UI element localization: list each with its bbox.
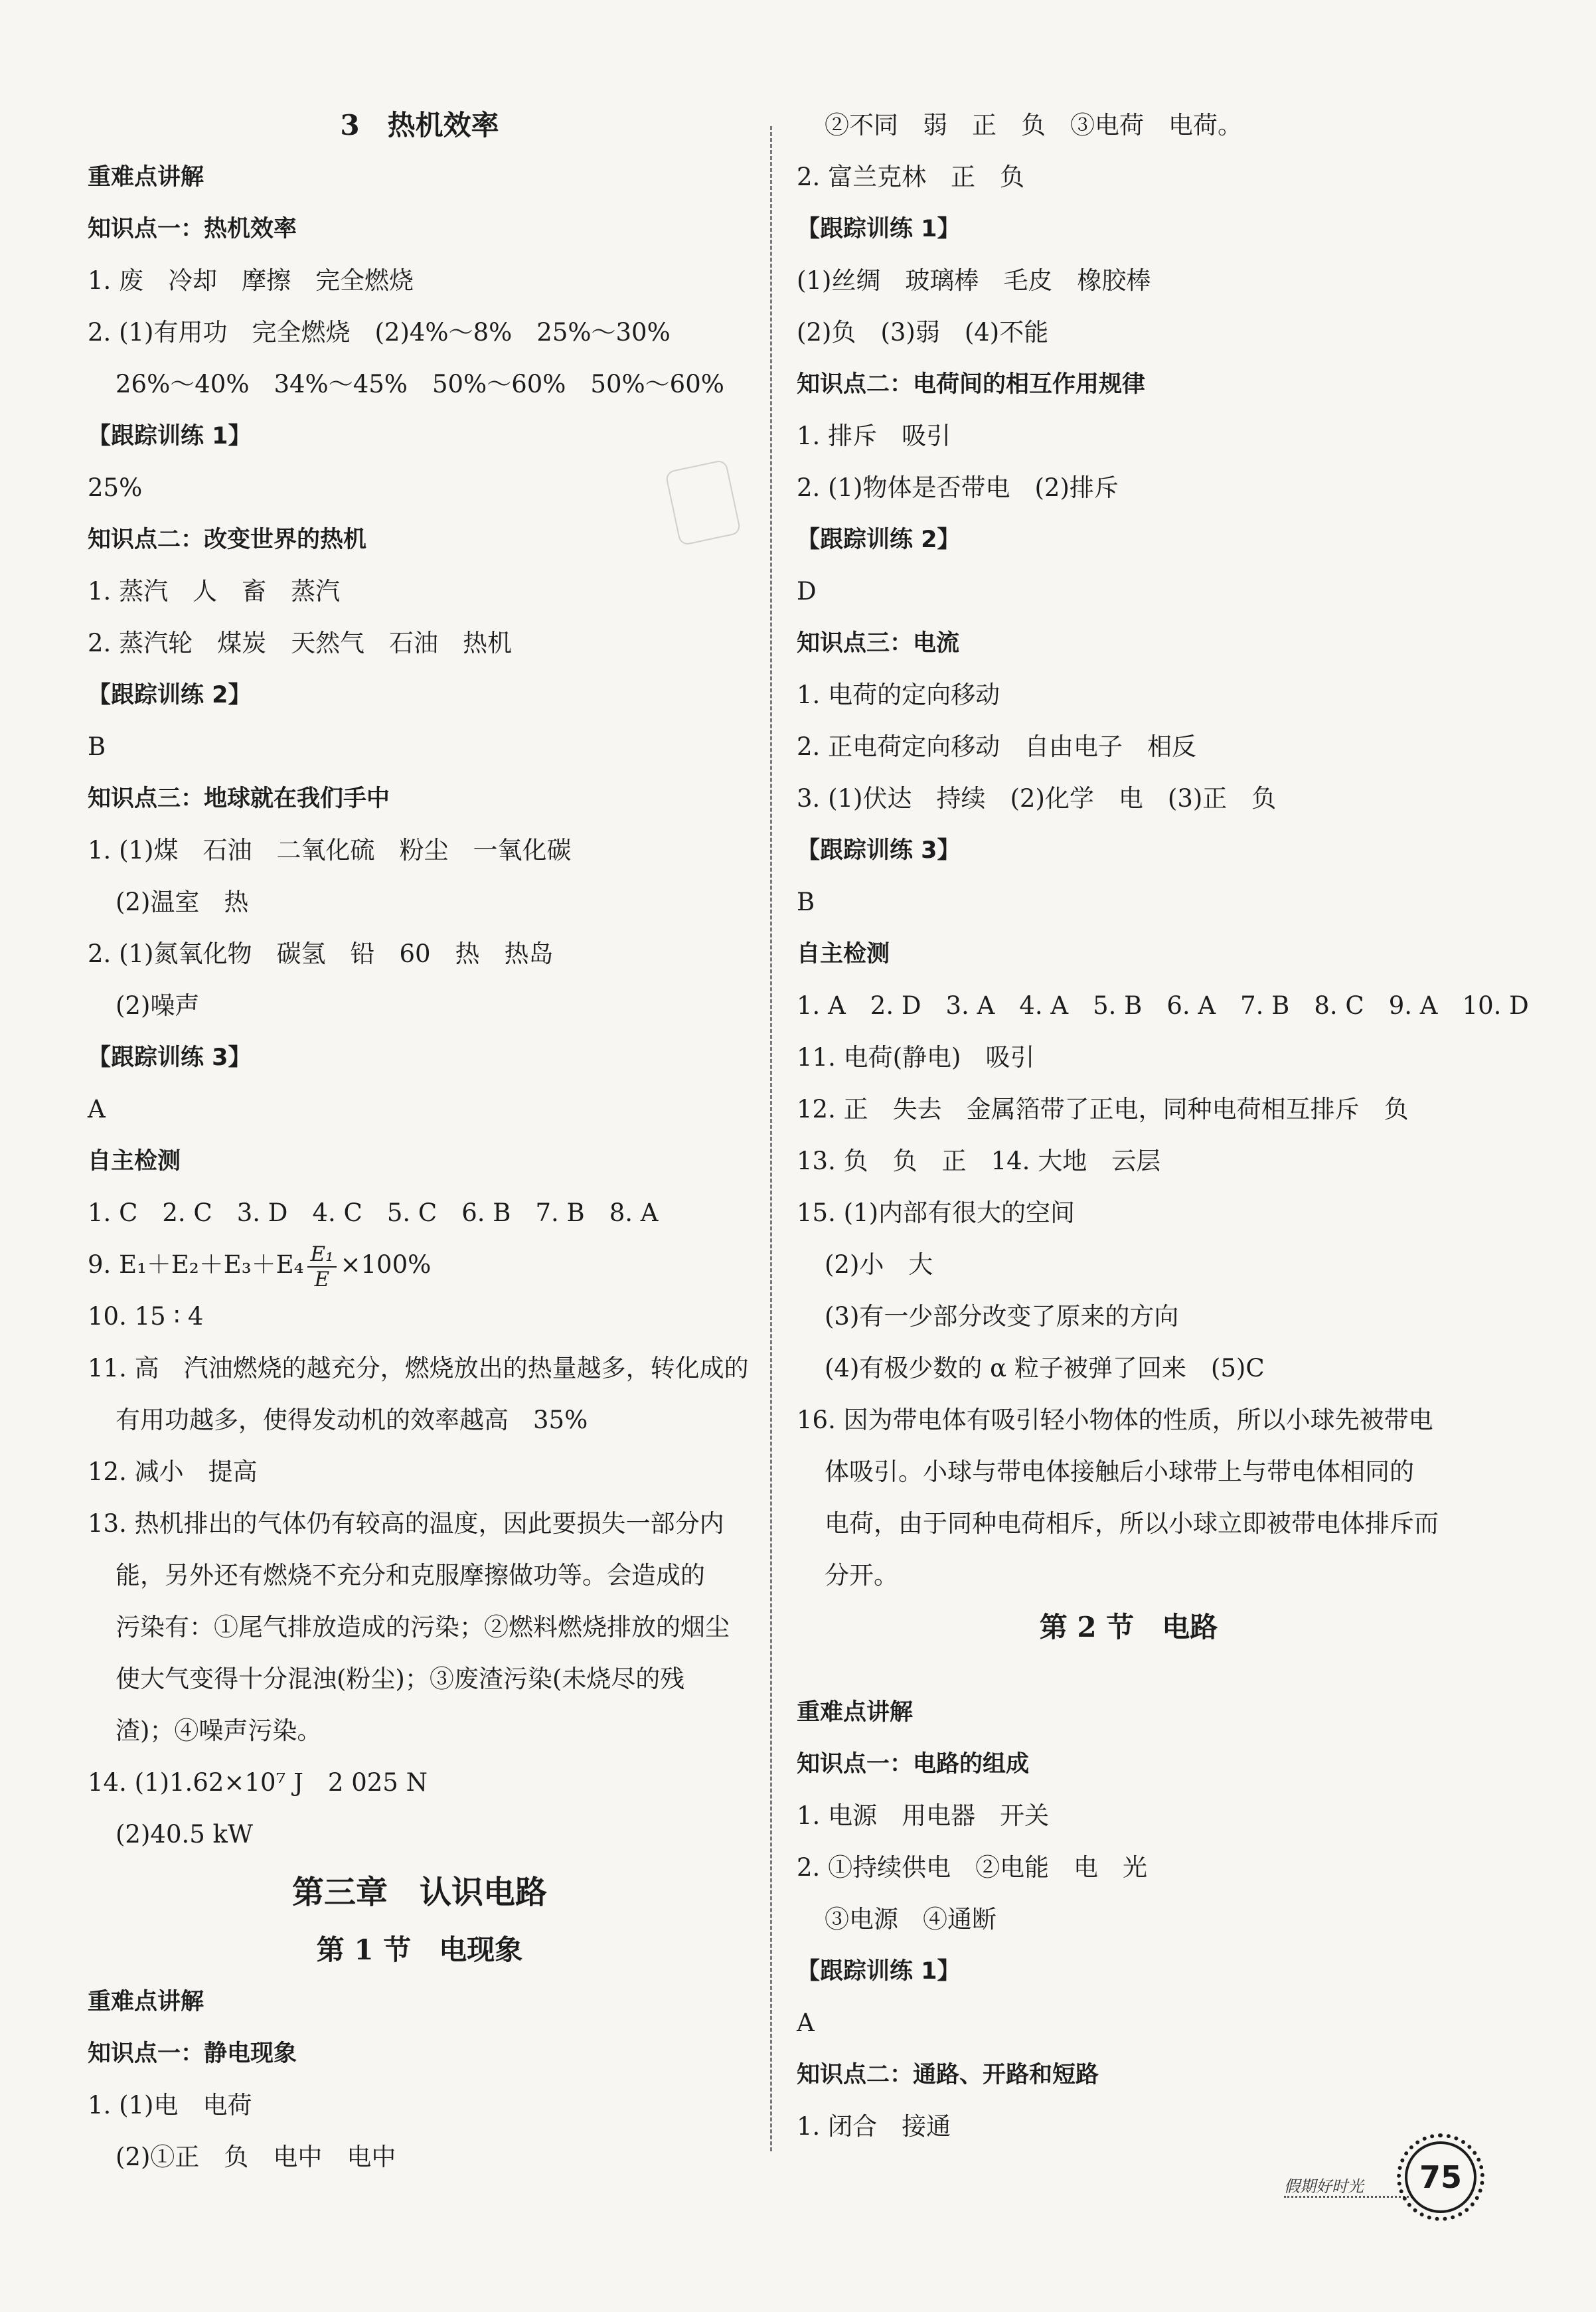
section-heading: 知识点一：静电现象 [88,2040,297,2067]
answer-line: 14. (1)1.62×10⁷ J 2 025 N [88,1768,428,1797]
answer-line: 12. 正 失去 金属箔带了正电，同种电荷相互排斥 负 [797,1095,1409,1123]
section-heading: 知识点三：电流 [797,630,960,657]
answer-line: 1. (1)煤 石油 二氧化硫 粉尘 一氧化碳 [88,836,572,865]
answer-line: A [797,2009,815,2037]
answer-line: A [88,1095,106,1123]
answer-line: 分开。 [825,1561,898,1590]
section-heading: 重难点讲解 [88,1989,204,2015]
answer-line: (3)有一少部分改变了原来的方向 [825,1302,1179,1331]
formula-suffix: ×100% [340,1250,432,1279]
answer-line: (2)小 大 [825,1250,933,1279]
section-heading: 【跟踪训练 1】 [797,1958,961,1985]
section-heading: 【跟踪训练 1】 [88,423,252,450]
answer-line: 使大气变得十分混浊(粉尘)；③废渣污染(未烧尽的残 [116,1665,685,1693]
section-heading: 【跟踪训练 1】 [797,216,961,242]
answer-line: 能，另外还有燃烧不充分和克服摩擦做功等。会造成的 [116,1561,705,1590]
section-heading: 知识点二：改变世界的热机 [88,527,367,553]
answer-line: B [88,732,106,761]
answer-line: 1. 电荷的定向移动 [797,681,1000,709]
answer-line: 1. 电源 用电器 开关 [797,1801,1050,1830]
answer-line: 1. 废 冷却 摩擦 完全燃烧 [88,266,414,295]
column-divider [770,126,772,2151]
section-heading: 【跟踪训练 2】 [88,682,252,708]
answer-line: 1. A 2. D 3. A 4. A 5. B 6. A 7. B 8. C 9. A 10. D [797,991,1529,1020]
answer-line: 2. 蒸汽轮 煤炭 天然气 石油 热机 [88,629,513,657]
left-column [88,100,752,2183]
answer-line: 11. 电荷(静电) 吸引 [797,1043,1035,1072]
footer-dots [1284,2196,1417,2198]
answer-line: (4)有极少数的 α 粒子被弹了回来 (5)C [825,1354,1265,1382]
footer-tagline: 假期好时光 [1284,2177,1364,2196]
fraction-denominator: E [314,1267,330,1291]
answer-line: 2. 富兰克林 正 负 [797,163,1025,191]
answer-line: 12. 减小 提高 [88,1457,258,1486]
section-title: 第 2 节 电路 [1039,1611,1218,1643]
answer-line: 3. (1)伏达 持续 (2)化学 电 (3)正 负 [797,784,1277,813]
answer-line: (2)负 (3)弱 (4)不能 [797,318,1049,347]
answer-line: 渣)；④噪声污染。 [116,1716,322,1745]
footer-logo [1284,2141,1483,2221]
answer-line: 26%～40% 34%～45% 50%～60% 50%～60% [116,370,724,398]
answer-line: (2)①正 负 电中 电中 [116,2143,396,2171]
answer-line: 2. ①持续供电 ②电能 电 光 [797,1853,1148,1882]
section-heading: 知识点二：通路、开路和短路 [797,2062,1099,2088]
answer-line: 1. 排斥 吸引 [797,422,951,450]
section-title: 第 1 节 电现象 [316,1934,523,1966]
answer-line: ③电源 ④通断 [825,1905,997,1934]
answer-line: 1. 闭合 接通 [797,2112,951,2141]
section-heading: 【跟踪训练 3】 [797,837,961,864]
answer-line: 15. (1)内部有很大的空间 [797,1198,1076,1227]
answer-line: 10. 15 ∶ 4 [88,1302,204,1331]
answer-line: 16. 因为带电体有吸引轻小物体的性质，所以小球先被带电 [797,1406,1433,1434]
answer-line: D [797,577,817,606]
answer-line: 电荷，由于同种电荷相斥，所以小球立即被带电体排斥而 [825,1509,1439,1538]
answer-line: 1. C 2. C 3. D 4. C 5. C 6. B 7. B 8. A [88,1198,659,1227]
answer-line: B [797,888,815,916]
answer-line [88,1239,752,1291]
fraction-numerator: E₁ [307,1242,336,1268]
formula-text: 9. E₁＋E₂＋E₃＋E₄ [88,1250,304,1279]
answer-line: 2. 正电荷定向移动 自由电子 相反 [797,732,1197,761]
section-heading: 【跟踪训练 3】 [88,1044,252,1071]
fraction [307,1242,336,1291]
section-heading: 自主检测 [88,1148,181,1175]
answer-line: 1. 蒸汽 人 畜 蒸汽 [88,577,341,606]
section-heading: 知识点一：电路的组成 [797,1751,1030,1777]
answer-line: 2. (1)物体是否带电 (2)排斥 [797,473,1119,502]
answer-line: (2)噪声 [116,991,200,1020]
section-heading: 知识点三：地球就在我们手中 [88,785,390,812]
answer-line: 1. (1)电 电荷 [88,2091,252,2119]
answer-line: 体吸引。小球与带电体接触后小球带上与带电体相同的 [825,1457,1414,1486]
answer-line: 2. (1)氮氧化物 碳氢 铅 60 热 热岛 [88,940,554,968]
answer-line: (1)丝绸 玻璃棒 毛皮 橡胶棒 [797,266,1151,295]
section-heading: 重难点讲解 [797,1699,914,1726]
answer-line: 25% [88,473,143,502]
answer-line: (2)40.5 kW [116,1820,254,1849]
answer-line: 污染有：①尾气排放造成的污染；②燃料燃烧排放的烟尘 [116,1613,730,1641]
section-title: 3 热机效率 [340,109,499,141]
answer-line: 13. 负 负 正 14. 大地 云层 [797,1147,1161,1175]
section-heading: 重难点讲解 [88,164,204,191]
right-column [797,100,1529,2153]
section-heading: 知识点一：热机效率 [88,216,297,242]
section-heading: 知识点二：电荷间的相互作用规律 [797,371,1146,398]
answer-line: (2)温室 热 [116,888,249,916]
answer-line: 有用功越多，使得发动机的效率越高 35% [116,1406,588,1434]
answer-line: 11. 高 汽油燃烧的越充分，燃烧放出的热量越多，转化成的 [88,1354,749,1382]
section-heading: 自主检测 [797,941,890,967]
chapter-title: 第三章 认识电路 [291,1874,547,1911]
page-number: 75 [1405,2141,1476,2213]
answer-line: ②不同 弱 正 负 ③电荷 电荷。 [825,111,1242,139]
answer-line: 13. 热机排出的气体仍有较高的温度，因此要损失一部分内 [88,1509,724,1538]
answer-line: 2. (1)有用功 完全燃烧 (2)4%～8% 25%～30% [88,318,671,347]
section-heading: 【跟踪训练 2】 [797,527,961,553]
spacer [797,1653,1461,1687]
